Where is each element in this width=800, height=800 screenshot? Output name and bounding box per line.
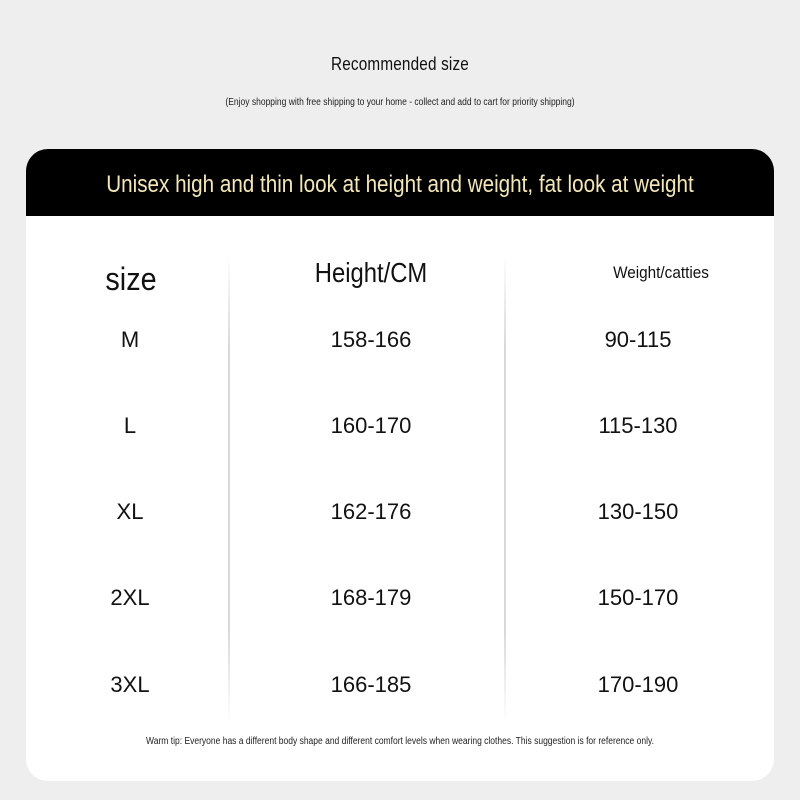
height-cell: 166-185: [330, 672, 412, 697]
table-row: [26, 499, 774, 539]
banner: [26, 149, 774, 216]
column-divider: [228, 254, 230, 724]
size-chart-card: [26, 149, 774, 781]
size-cell: 3XL: [110, 672, 150, 697]
page-title: Recommended size: [331, 54, 469, 74]
page-subtitle: (Enjoy shopping with free shipping to your home - collect and add to cart for priority shipping): [225, 97, 575, 108]
column-header-weight: Weight/catties: [613, 263, 709, 282]
table-row: [26, 327, 774, 367]
table-row: [26, 585, 774, 625]
warm-tip: Warm tip: Everyone has a different body shape and different comfort levels when wearing clothes. This suggestion is for reference only.: [146, 736, 654, 747]
size-cell: M: [120, 327, 140, 352]
table-row: [26, 413, 774, 453]
weight-cell: 90-115: [604, 327, 672, 352]
weight-cell: 170-190: [597, 672, 679, 697]
size-cell: L: [123, 413, 137, 438]
table-row: [26, 672, 774, 712]
weight-cell: 115-130: [598, 413, 678, 438]
banner-text: Unisex high and thin look at height and weight, fat look at weight: [106, 171, 694, 198]
height-cell: 158-166: [330, 327, 412, 352]
size-cell: XL: [116, 499, 144, 524]
size-cell: 2XL: [110, 585, 150, 610]
weight-cell: 130-150: [597, 499, 679, 524]
height-cell: 162-176: [330, 499, 412, 524]
weight-cell: 150-170: [597, 585, 679, 610]
height-cell: 168-179: [330, 585, 412, 610]
column-divider: [504, 254, 506, 724]
column-header-size: size: [105, 261, 157, 297]
column-header-height: Height/CM: [314, 257, 428, 288]
height-cell: 160-170: [330, 413, 412, 438]
